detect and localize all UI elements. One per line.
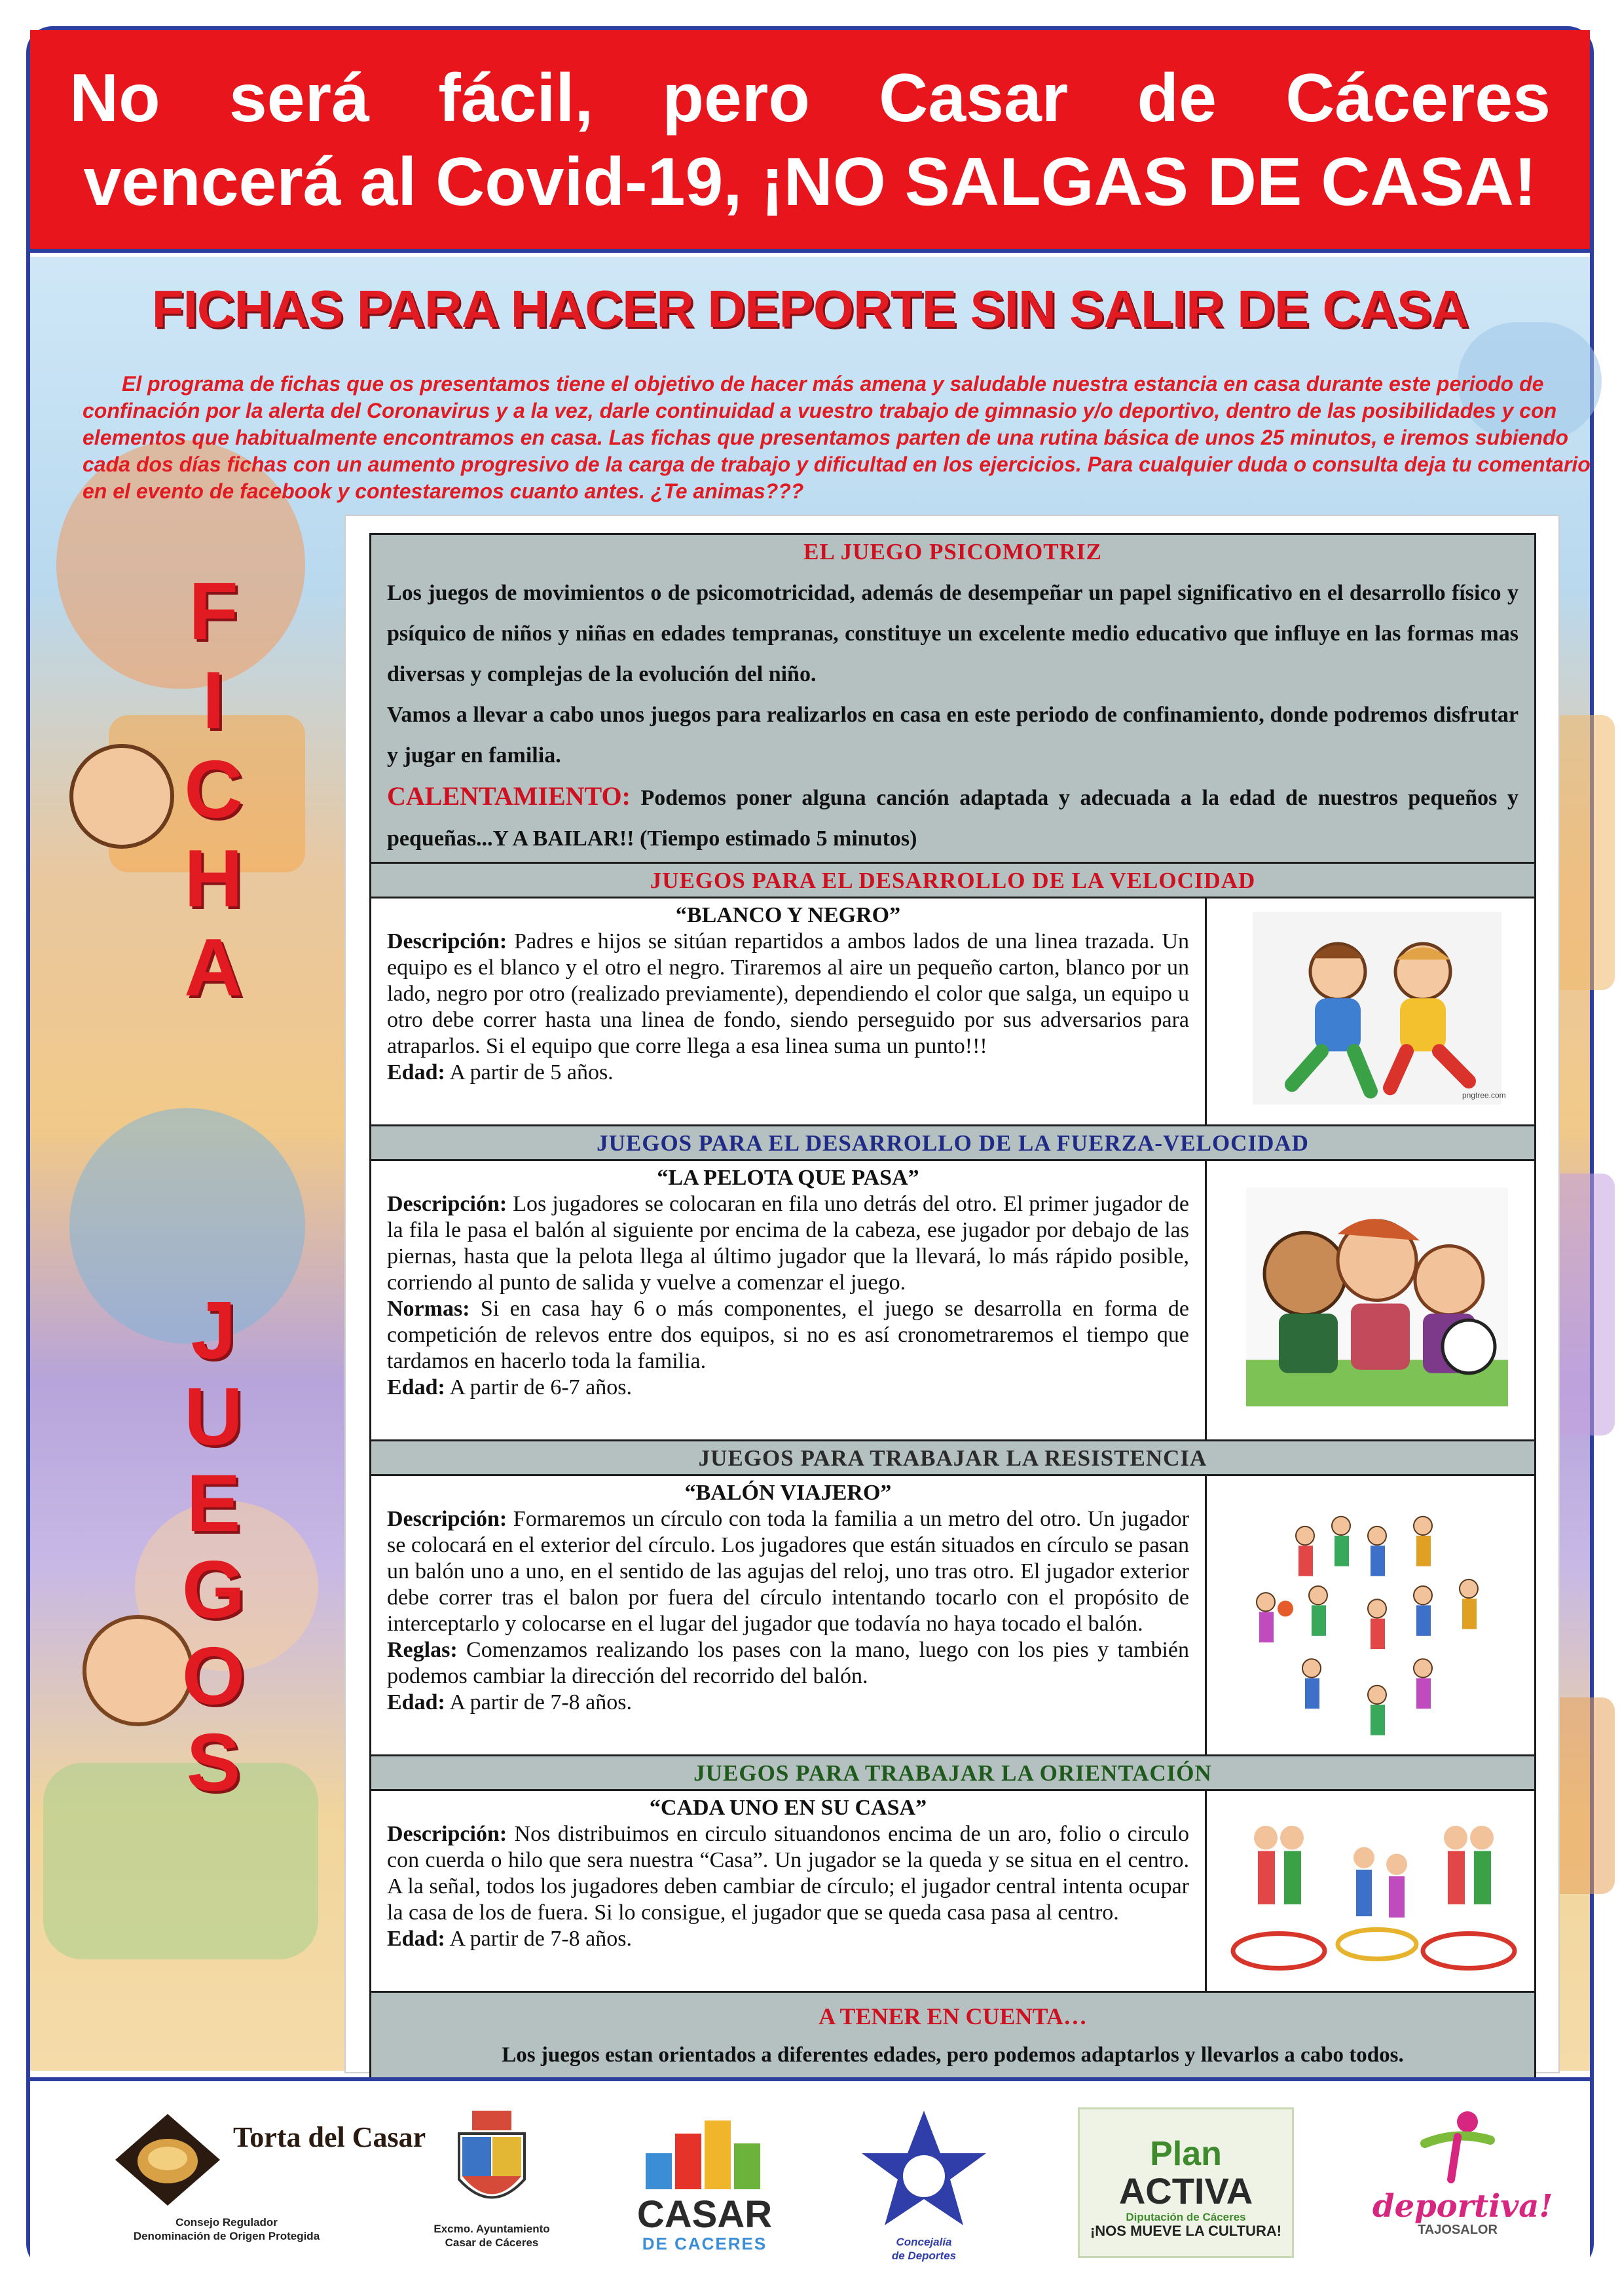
logo-ayuntamiento [416,2107,567,2258]
juegos-letter: G [181,1545,246,1635]
intro-paragraph: El programa de fichas que os presentamos tiene el objetivo de hacer más amena y saludable nuestra estancia en casa durante este periodo de confinación por la alerta del Coronavirus y a la vez, darle continuidad a vuestro trabajo de gimnasio y/o deportivo, dentro de las posibilidades y con elementos que habitualmente encontramos en casa. Las fichas que presentamos parten de una rutina básica de unos 25 minutos, e iremos subiendo cada dos días fichas con un aumento progresivo de la carga de trabajo y dificultad en los ejercicios. Para cualquier duda o consulta deja tu comentario en el evento de facebook y contestaremos cuanto antes. ¿Te animas??? [83,372,1591,503]
game-title: “BLANCO Y NEGRO” [675,903,901,927]
warmup-label: CALENTAMIENTO: [387,781,631,811]
torta-title-line: Torta del Casar [233,2121,426,2153]
age-text: A partir de 7-8 años. [445,1690,632,1714]
age-label: Edad: [387,1375,445,1399]
description-label: Descripción: [387,1192,507,1216]
banner-line-2: vencerá al Covid-19, ¡NO SALGAS DE CASA! [83,144,1537,220]
juegos-letter: U [184,1372,243,1462]
game-age [387,1690,1189,1716]
running-kids-illustration [1207,898,1534,1124]
orientation-heading: JUEGOS PARA TRABAJAR LA ORIENTACIÓN [371,1756,1534,1791]
game-rules [387,1296,1189,1375]
rules-label: Reglas: [387,1638,458,1662]
ficha-letter: C [184,745,243,835]
age-text: A partir de 5 años. [445,1060,614,1084]
game-row-blanco-y-negro [371,898,1534,1126]
ficha-letter: I [202,656,225,746]
juegos-letter: E [186,1458,241,1549]
logo-concejalia-deportes [849,2107,999,2262]
vertical-word-ficha [177,567,249,1012]
age-label: Edad: [387,1927,445,1951]
activa-word: ACTIVA [1118,2170,1253,2212]
child-illustration-top [69,744,174,849]
juegos-letter: J [191,1286,236,1376]
game-description [387,1506,1189,1637]
psychomotor-text [371,568,1534,864]
ayto-caption-2: Casar de Cáceres [445,2236,539,2249]
warmup-text: Podemos poner alguna canción adaptada y adecuada a la edad de nuestros pequeños y pequeñas...Y A BAILAR!! (Tiempo estimado 5 minutos) [387,786,1519,851]
deportes-caption-2: de Deportes [891,2250,957,2262]
vertical-word-juegos [177,1287,249,1806]
poster-frame [26,26,1594,2270]
description-label: Descripción: [387,1507,507,1531]
sports-star-icon [858,2107,989,2232]
rules-text: Si en casa hay 6 o más componentes, el juego se desarrolla en forma de competición de relevos entre dos equipos, si no es así cronometraremos el tiempo que tardamos en hacerlo toda la familia. [387,1297,1189,1373]
ayto-caption-1: Excmo. Ayuntamiento [433,2223,550,2235]
sponsor-logos-strip [30,2077,1590,2274]
description-label: Descripción: [387,929,507,954]
logo-deportiva-tajosalor [1372,2107,1553,2258]
plan-slogan: ¡NOS MUEVE LA CULTURA! [1090,2223,1282,2239]
description-text: Nos distribuimos en circulo situandonos encima de un aro, folio o circulo con cuerda o hilo que sera nuestra “Casa”. Un jugador se la queda y se situa en el centro. A la señal, todos los jugadores deben cambiar de círculo; el jugador central intenta ocupar la casa de los de fuera. Si lo consigue, el jugador que se queda casa pasa al centro. [387,1822,1189,1925]
description-text: Los jugadores se colocaran en fila uno detrás del otro. El primer jugador de la fila le pasa el balón al siguiente por encima de la cabeza, ese jugador por debajo de las piernas, hasta que la pelota llega al último jugador que la llevará, lo más rápido posible, corriendo al punto de salida y vuelve a comenzar el juego. [387,1192,1189,1295]
logo-torta-del-casar [109,2107,426,2258]
game-picture-kids-with-ball [1207,1161,1534,1439]
age-label: Edad: [387,1060,445,1084]
age-text: A partir de 6-7 años. [445,1375,632,1399]
ficha-letter: H [184,834,243,924]
ficha-letter: F [189,566,238,657]
deportiva-word: deportiva! [1372,2188,1553,2225]
endurance-heading: JUEGOS PARA TRABAJAR LA RESISTENCIA [371,1441,1534,1476]
game-description [387,929,1189,1060]
casar-sub: DE CACERES [642,2234,767,2253]
closing-heading: A TENER EN CUENTA… [819,2003,1087,2029]
psychomotor-heading: EL JUEGO PSICOMOTRIZ [803,539,1102,565]
psychomotor-p1: Los juegos de movimientos o de psicomotricidad, además de desempeñar un papel significativo en el desarrollo físico y psíquico de niños y niñas en edades tempranas, constituye un excelente medio educativo que influye en las formas mas diversas y complejas de la evolución del niño. [387,581,1519,686]
description-label: Descripción: [387,1822,507,1846]
title-banner [30,30,1590,253]
runner-figure-icon [1405,2107,1510,2186]
game-age [387,1375,1189,1401]
rules-text: Comenzamos realizando los pases con la mano, luego con los pies y también podemos cambiar la dirección del recorrido del balón. [387,1638,1189,1688]
plan-word: Plan [1150,2135,1222,2173]
game-row-balon-viajero [371,1476,1534,1756]
game-text [371,1791,1207,1991]
torta-caption-1: Consejo Regulador [175,2216,278,2229]
psychomotor-p2: Vamos a llevar a cabo unos juegos para realizarlos en casa en este periodo de confinamiento, donde podremos disfrutar y jugar en familia. [387,703,1519,768]
game-row-cada-uno-en-su-casa [371,1791,1534,1993]
torta-caption-2: Denominación de Origen Protegida [133,2230,320,2242]
game-title: “BALÓN VIAJERO” [684,1481,892,1505]
psychomotor-section [371,535,1534,864]
description-text: Padres e hijos se sitúan repartidos a ambos lados de una linea trazada. Un equipo es el blanco y el otro el negro. Tiraremos al aire un pequeño carton, blanco por un lado, negro por otro (realizado previamente), dependiendo el color que salga, un equipo u otro debe correr hasta una linea de fondo, siendo perseguido por sus adversarios para atraparlos. Si el equipo que corre llega a esa linea suma un punto!!! [387,929,1189,1058]
strength-speed-heading: JUEGOS PARA EL DESARROLLO DE LA FUERZA-VELOCIDAD [371,1126,1534,1161]
age-text: A partir de 7-8 años. [445,1927,632,1951]
juegos-letter: S [186,1718,241,1808]
subtitle: FICHAS PARA HACER DEPORTE SIN SALIR DE CASA [151,280,1469,338]
age-label: Edad: [387,1690,445,1714]
rules-label: Normas: [387,1297,470,1321]
deportiva-sub: TAJOSALOR [1418,2223,1498,2237]
juegos-letter: O [181,1631,246,1722]
game-picture-running-kids [1207,898,1534,1124]
casar-word: CASAR [636,2193,773,2236]
ficha-letter: A [184,923,243,1013]
logo-plan-activa [1078,2107,1294,2258]
banner-line-1: No será fácil, pero Casar de Cáceres [69,60,1551,136]
game-text [371,1476,1207,1754]
game-title: “CADA UNO EN SU CASA” [649,1796,927,1820]
game-text [371,898,1207,1124]
game-description [387,1821,1189,1926]
game-description [387,1191,1189,1296]
speed-heading: JUEGOS PARA EL DESARROLLO DE LA VELOCIDAD [371,864,1534,898]
deportes-caption-1: Concejalía [896,2236,952,2248]
plan-sub: Diputación de Cáceres [1126,2211,1246,2223]
kids-with-ball-illustration [1207,1161,1534,1439]
game-picture-kids-on-hoops [1207,1791,1534,1991]
activity-card [344,515,1560,2073]
activity-table [369,533,1536,2127]
kids-on-hoops-illustration [1207,1791,1534,1991]
game-title: “LA PELOTA QUE PASA” [657,1166,919,1190]
picture-caption: pngtree.com [1462,1090,1506,1100]
casar-town-icon [633,2107,777,2193]
description-text: Formaremos un círculo con toda la familia a un metro del otro. Un jugador se colocará en el exterior del círculo. Los jugadores que están situados en círculo se pasan un balón uno a uno, en el sentido de las agujas del reloj, uno tras otro. El jugador exterior debe correr tras el balon por fuera del círculo intentando tocarlo con el propósito de interceptarlo y colocarse en el lugar del jugador que todavía no haya tocado el balón. [387,1507,1189,1636]
coat-of-arms-icon [449,2107,534,2219]
kids-in-circle-illustration [1207,1476,1534,1754]
game-picture-kids-in-circle [1207,1476,1534,1754]
game-row-la-pelota-que-pasa [371,1161,1534,1441]
game-age [387,1060,1189,1086]
game-rules [387,1637,1189,1690]
closing-line-1: Los juegos estan orientados a diferentes edades, pero podemos adaptarlos y llevarlos a cabo todos. [502,2043,1404,2067]
game-text [371,1161,1207,1439]
game-age [387,1926,1189,1952]
torta-cheese-icon [109,2107,426,2212]
logo-casar-de-caceres [619,2107,790,2258]
warmup-line [387,776,1519,859]
